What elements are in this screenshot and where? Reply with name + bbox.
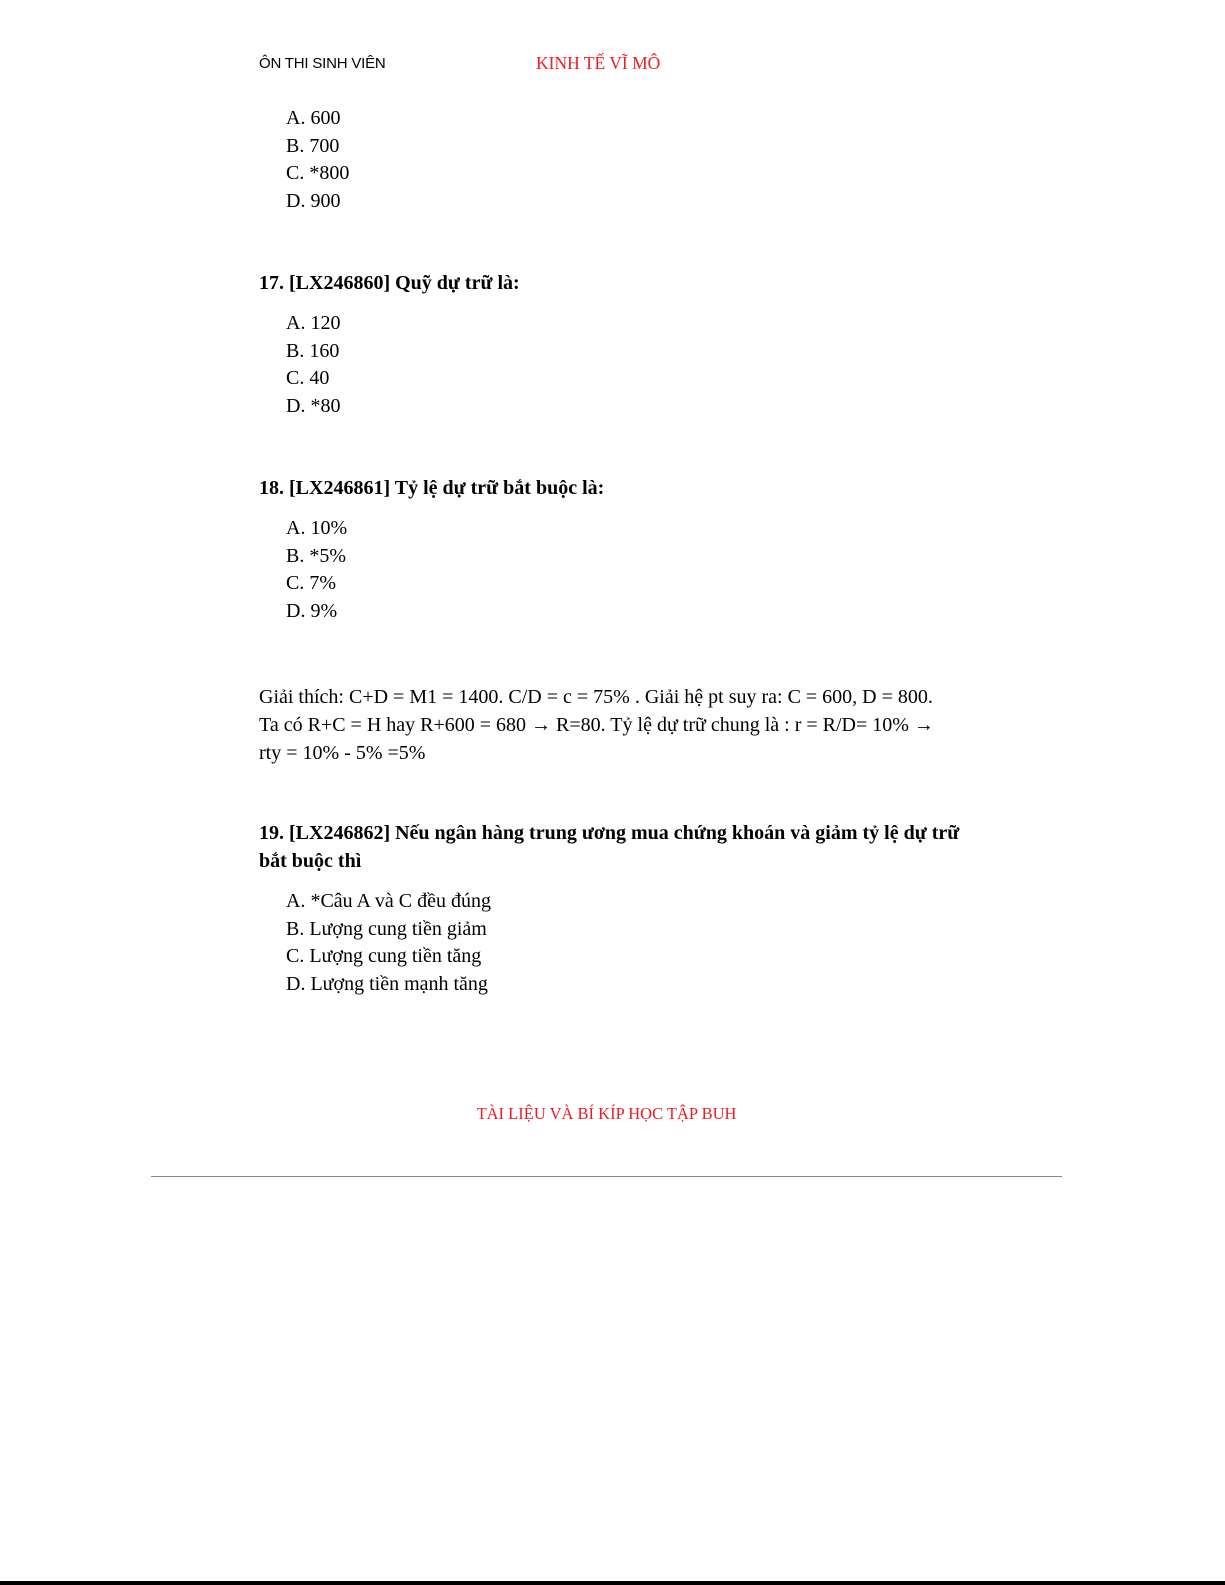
prev-question-options xyxy=(286,105,349,215)
option-b: B. Lượng cung tiền giảm xyxy=(286,917,487,940)
footer-divider xyxy=(151,1176,1062,1177)
option-a: A. 120 xyxy=(286,312,341,334)
question-18-title: 18. [LX246861] Tỷ lệ dự trữ bắt buộc là: xyxy=(259,477,605,499)
page-bottom-border xyxy=(0,1581,1225,1585)
header-subject-title: KINH TẾ VĨ MÔ xyxy=(536,53,661,73)
option-d: D. Lượng tiền mạnh tăng xyxy=(286,972,488,995)
option-a: A. 600 xyxy=(286,107,341,129)
option-b: B. *5% xyxy=(286,544,346,567)
option-b: B. 160 xyxy=(286,339,340,362)
question-18-options xyxy=(286,515,347,625)
option-d: D. 9% xyxy=(286,599,338,622)
question-19-options xyxy=(286,888,491,998)
option-c: C. 40 xyxy=(286,367,330,390)
option-c: C. 7% xyxy=(286,572,336,595)
header-left-label: ÔN THI SINH VIÊN xyxy=(259,55,386,72)
explanation-paragraph: Giải thích: C+D = M1 = 1400. C/D = c = 75% . Giải hệ pt suy ra: C = 600, D = 800. Ta có R+C = H hay R+600 = 680 → R=80. Tỷ lệ dự trữ chung là : r = R/D= 10% → rty = 10% - 5% =5% xyxy=(259,686,934,764)
option-a: A. *Câu A và C đều đúng xyxy=(286,890,491,912)
option-a: A. 10% xyxy=(286,517,348,539)
question-17-options xyxy=(286,310,340,420)
option-d: D. 900 xyxy=(286,189,341,212)
option-c: C. Lượng cung tiền tăng xyxy=(286,945,482,968)
option-d: D. *80 xyxy=(286,394,341,417)
footer-label: TÀI LIỆU VÀ BÍ KÍP HỌC TẬP BUH xyxy=(476,1104,737,1123)
question-19-title: 19. [LX246862] Nếu ngân hàng trung ương mua chứng khoán và giảm tỷ lệ dự trữ bắt buộc thì xyxy=(259,822,960,872)
question-17-title: 17. [LX246860] Quỹ dự trữ là: xyxy=(259,272,520,294)
option-b: B. 700 xyxy=(286,134,340,157)
option-c: C. *800 xyxy=(286,162,350,185)
